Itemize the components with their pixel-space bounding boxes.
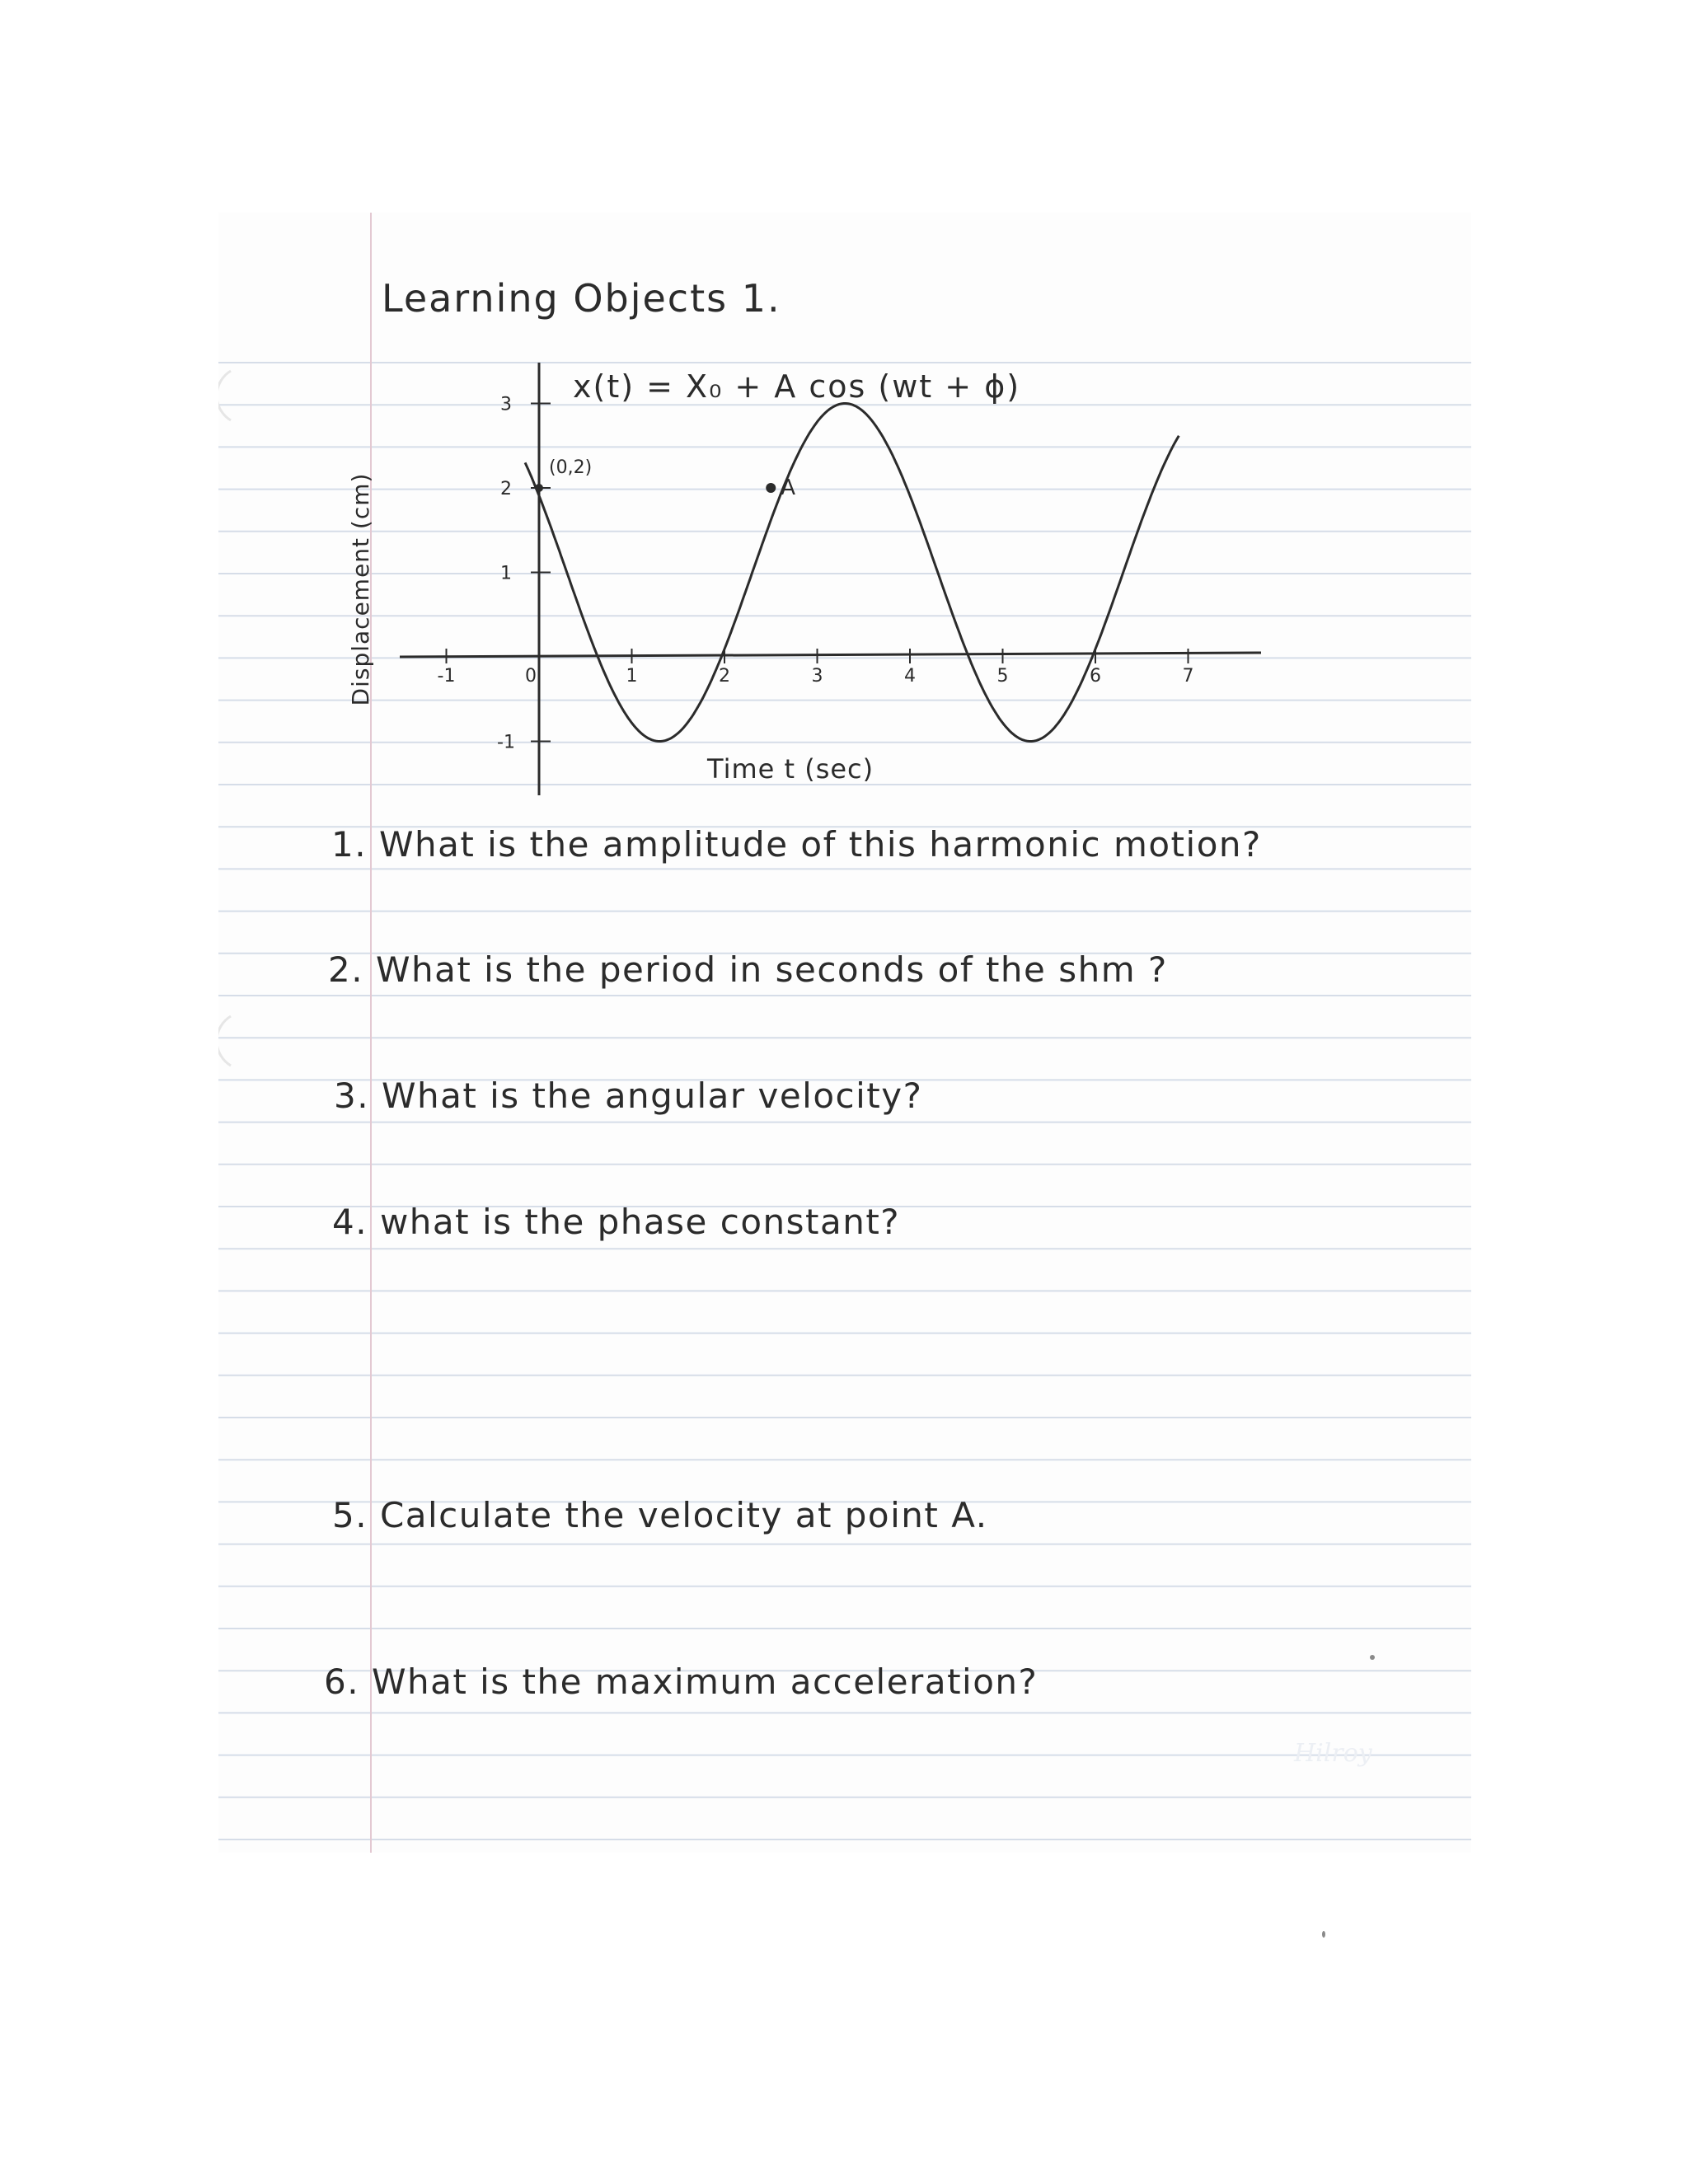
paper-watermark: Hilroy: [1294, 1739, 1372, 1768]
point-a-label: A: [781, 476, 796, 500]
series-line: [525, 404, 1179, 742]
question-number: 3.: [334, 1076, 370, 1116]
question-text: What is the angular velocity?: [381, 1076, 923, 1116]
question-2: [328, 949, 1168, 990]
question-text: What is the amplitude of this harmonic motion?: [378, 824, 1262, 865]
x-tick-label: 3: [811, 666, 823, 687]
question-1: [331, 824, 1262, 865]
question-3: [334, 1076, 922, 1116]
x-tick-label: 0: [525, 666, 537, 687]
x-tick-label: 7: [1182, 666, 1194, 687]
question-text: what is the phase constant?: [379, 1202, 901, 1242]
x-tick-label: 5: [996, 666, 1009, 687]
question-number: 5.: [332, 1495, 368, 1535]
y-tick-label: 2: [500, 479, 512, 499]
x-tick-label: -1: [437, 666, 456, 687]
question-text: What is the period in seconds of the shm ?: [375, 949, 1168, 990]
x-tick-label: 4: [904, 666, 916, 687]
question-number: 6.: [324, 1661, 360, 1702]
y-tick-label: 3: [500, 394, 512, 415]
page-title: Learning Objects 1.: [382, 276, 781, 321]
y-tick-label: 1: [500, 563, 512, 584]
y-tick-label: -1: [497, 732, 515, 753]
point-label: (0,2): [549, 457, 593, 478]
question-5: [332, 1495, 988, 1535]
question-number: 2.: [328, 949, 364, 990]
x-axis: [400, 653, 1261, 657]
question-number: 1.: [331, 824, 368, 865]
point-a-marker: [766, 483, 776, 493]
question-6: [324, 1661, 1038, 1702]
x-tick-label: 2: [719, 666, 730, 687]
question-text: Calculate the velocity at point A.: [379, 1495, 988, 1535]
question-4: [332, 1202, 900, 1242]
point-marker: [535, 484, 543, 492]
x-tick-label: 1: [626, 666, 638, 687]
question-text: What is the maximum acceleration?: [371, 1661, 1039, 1702]
x-tick-label: 6: [1090, 666, 1101, 687]
y-axis-label: Displacement (cm): [347, 472, 374, 706]
equation-label: x(t) = X₀ + A cos (wt + ϕ): [573, 368, 1021, 405]
question-number: 4.: [332, 1202, 368, 1242]
x-axis-label: Time t (sec): [707, 753, 874, 785]
